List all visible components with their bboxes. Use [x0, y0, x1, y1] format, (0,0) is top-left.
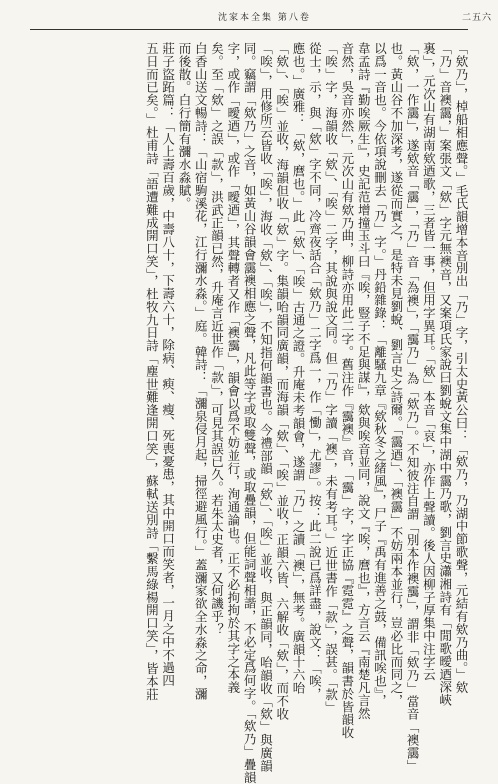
text-column: 裏」，元次山有湖南欸迺歌，三者皆一事，但用字異耳。「欸」本音「哀」，亦作上聲讀。後人因柳子厚集中注字云 [421, 42, 437, 682]
text-column: 以爲一音也。今依項說刪去「乃」字。」丹鉛雜錄：「離騷九章『欸秋冬之緒風』，尸子『禹有進善之鼓，備訊唉也』， [372, 42, 388, 707]
text-column: 「乃」音襖靄，」案張文「欸」字元無襖音，又案項氏家說曰劉蛻文集中湖中靄乃歌，劉言史瀟湘詩有「閒歌曖迺深峽 [437, 42, 453, 707]
vertical-text-body [36, 42, 469, 784]
text-column: 音然，吳音亦然」，元次山有欸乃曲，柳詩亦用此二字。舊注作『靄襖』音，「靄」字，字正協『霓霓』之聲，韻書於皆韻收 [339, 42, 355, 739]
text-column: 同。竊謂「欸乃」之音，如黃山谷韻會靄襖相應之聲，凡此等字或取雙聲，或取疊韻，但能詞聲相諧，不必定爲何字。「欸乃」疊韻 [242, 42, 258, 784]
header-rule [30, 29, 468, 30]
text-column: 字，或作「曖迺」，或作「曖迺」，其聲轉者又作「襖靄」，韻會以爲不妨並行，洵通論也。正不必拘拘於其字之本義 [225, 42, 241, 695]
text-column: 「欸，一作靄」，遂欸音「靄」，「乃」音「為襖」，「靄乃」為「欸乃」。不知彼注自謂「別本作襖靄」，謂非「欸乃」當音「襖靄」 [405, 42, 421, 773]
text-column: 而後散。白行簡有瀰水淼賦。 [176, 42, 192, 210]
text-column: 「欸」、「唉」並收，海韻但收「欸」字。集韻咍韻同廣韻，而海韻「欸」、「唉」並收，正韻六皆、六解收「欸」，而不收 [274, 42, 290, 721]
text-column: 從士，示，與「欸」字不同，冷齊夜話合「欸乃」二字爲一，作「慟」，尤謬」。按：此二說已爲詳盡，說文：「唉， [307, 42, 323, 701]
text-column: 莊子盜跖篇：「人上壽百歲，中壽八十，下壽六十，除病、瘐、瘦、死喪憂患，其中開口而笑者，一月之中不過四 [160, 42, 176, 687]
text-column: 也。黃山谷不加深考，遂從而實之，是特未見劉蛻、劉言史之詩爾。「靄迺」、「襖靄」不妨兩本並行，豈必比而同之， [388, 42, 404, 707]
text-column: 「唉」，用修所云皆收「唉」，海收「欸」、「唉」，不知指何韻書也。今禮部韻「欸」、「唉」並收，與正韻同，咍韻收「欸」與廣韻 [258, 42, 274, 773]
page-number: 二五六 [462, 13, 493, 23]
text-column: 五日而已矣。」杜甫詩「語遭難成開口笑」，杜牧九日詩「塵世難逢開口笑」，蘇軾送別詩「繫馬綠楊開口笑」，皆本莊 [144, 42, 160, 701]
text-column: 韋孟詩『勤唉厥生』，史記范增撞玉斗曰『唉，豎子不足與謀』，欸與唉音並同，說文『唉，麿也』，方言云『南楚凡言然 [356, 42, 372, 720]
book-title-header: 沈家本全集 第八卷 [218, 13, 311, 23]
text-column: 白香山送文暢詩：「山宿駒溪花，江行瀰水淼。」庭。韓詩：「瀰泉侵月起，掃徑避風行。」蓋瀰家欲全水淼之命，瀰 [193, 42, 209, 701]
text-column: 「唉」字，海韻收「欸」、「唉」二字，其說與說文同。但「乃」字讀「襖」，未有考耳。」近世書作「款」，誤甚。「款」 [323, 42, 339, 714]
text-column: 應也。」廣雅：「欸，麿也。」此「欸」、「唉」古通之證。升庵未考韻會，遂謂「乃」之讀「襖」，無考。廣韻十六咍 [291, 42, 307, 695]
text-column: 矣。至「欸」之誤「款」，洪武正韻已然，升庵言近世作「款」，可見其誤已久。若朱太史者，又何譏乎？ [209, 42, 225, 636]
text-column: 「欸乃」，棹船相應聲。」毛氏韻增本音別出「乃」字，引太史黃公曰：「欸乃，乃湖中節歌聲，元結有欸乃曲。」欸 [454, 42, 469, 695]
